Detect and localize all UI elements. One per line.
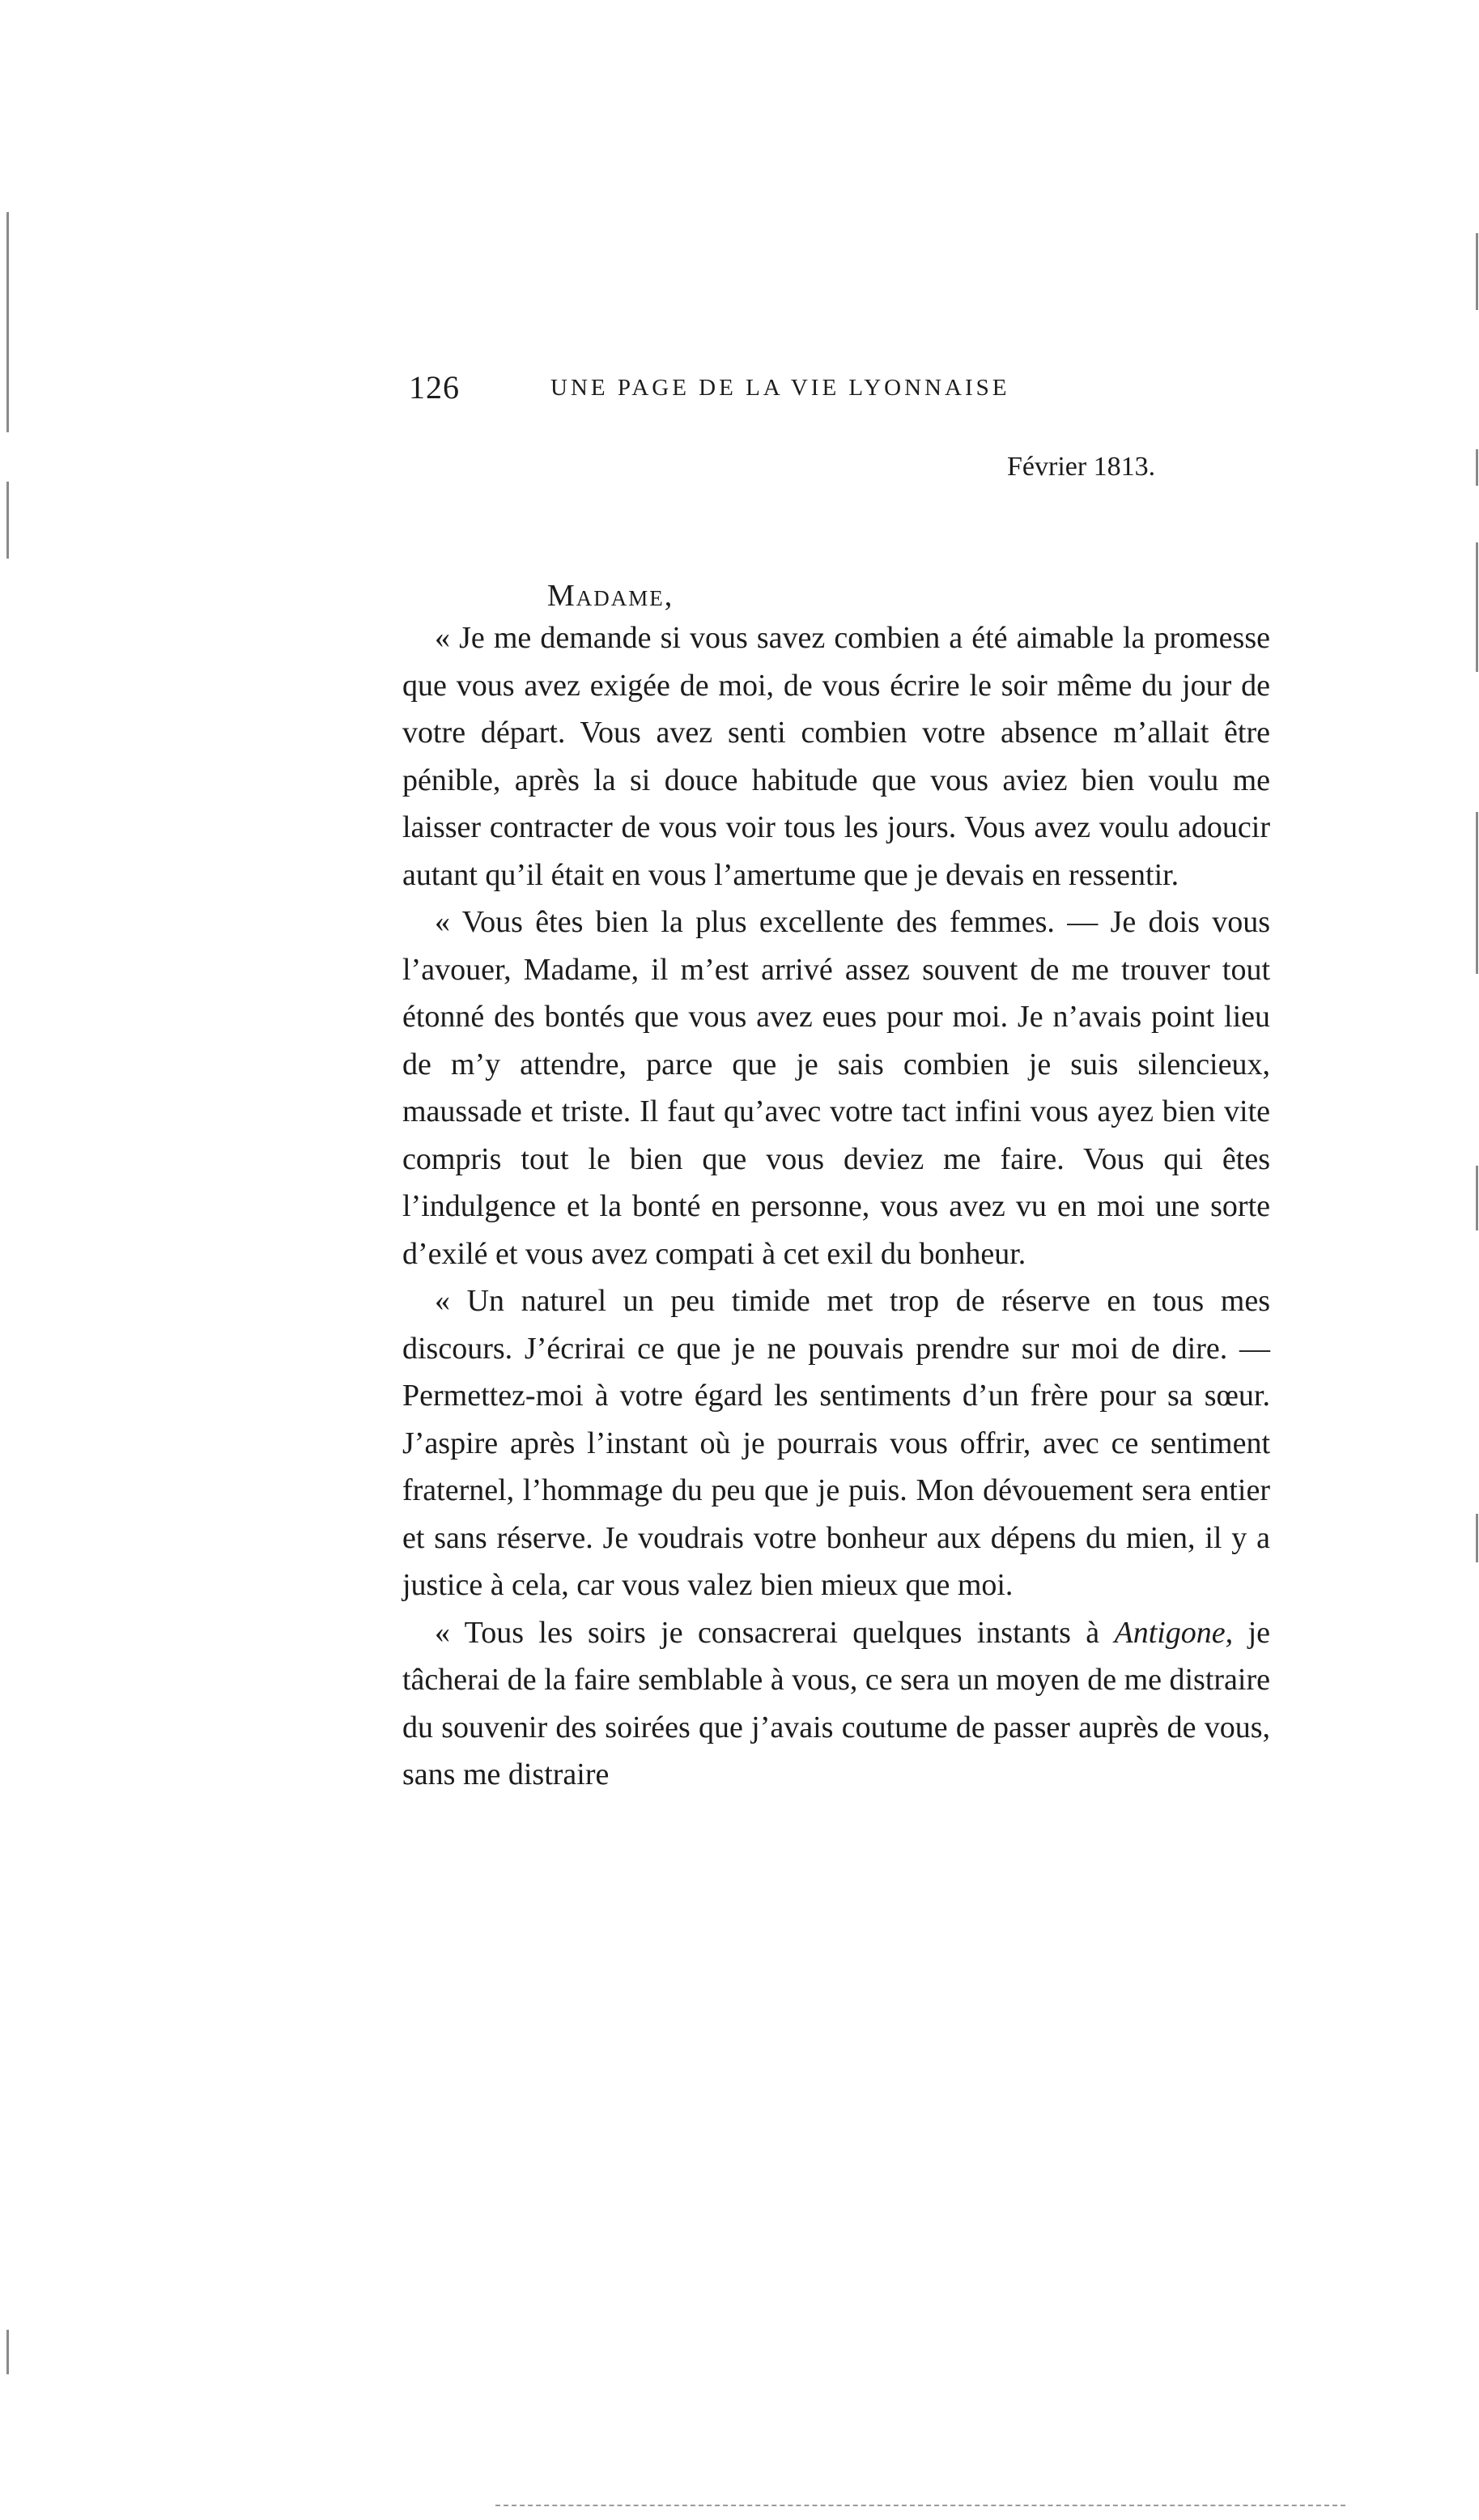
left-edge-mark bbox=[6, 2330, 9, 2374]
right-edge-mark bbox=[1476, 1166, 1478, 1230]
right-edge-mark bbox=[1476, 449, 1478, 486]
right-edge-mark bbox=[1476, 1514, 1478, 1562]
letter-body bbox=[402, 614, 1270, 1799]
paragraph-continuation: je tâcherai de la faire semblable à vous, ce sera un moyen de me distraire du souvenir des soirées que j’avais coutume de passer auprès de vous, sans me distraire bbox=[402, 1615, 1270, 1791]
paragraph-opening: « Tous les soirs je consacrerai quelques instants à bbox=[435, 1615, 1100, 1650]
bottom-dashed-rule bbox=[495, 2505, 1345, 2506]
left-edge-mark bbox=[6, 212, 9, 432]
paragraph: « Je me demande si vous savez combien a été aimable la promesse que vous avez exigée de moi, de vous écrire le soir même du jour de votre départ. Vous avez senti combien votre absence m’allait être pénible, après la si douce habitude que vous aviez bien voulu me laisser contracter de vous voir tous les jours. Vous avez voulu adoucir autant qu’il était en vous l’amertume que je devais en ressentir. bbox=[402, 621, 1270, 892]
right-edge-mark bbox=[1476, 812, 1478, 974]
paragraph: « Un naturel un peu timide met trop de réserve en tous mes discours. J’écrirai ce que je ne pouvais prendre sur moi de dire. — Permettez-moi à votre égard les sentiments d’un frère pour sa sœur. J’aspire après l’instant où je pourrais vous offrir, avec ce sentiment fraternel, l’hommage du peu que je puis. Mon dévouement sera entier et sans réserve. Je voudrais votre bonheur aux dépens du mien, il y a justice à cela, car vous valez bien mieux que moi. bbox=[402, 1284, 1270, 1602]
right-edge-mark bbox=[1476, 233, 1478, 310]
letter-salutation: Madame, bbox=[547, 579, 674, 613]
page-number: 126 bbox=[409, 369, 460, 406]
letter-date: Février 1813. bbox=[1007, 452, 1156, 482]
italic-title: Antigone, bbox=[1114, 1615, 1234, 1650]
left-edge-mark bbox=[6, 482, 9, 559]
right-edge-mark bbox=[1476, 542, 1478, 672]
running-head bbox=[409, 368, 1291, 417]
paragraph: « Vous êtes bien la plus excellente des femmes. — Je dois vous l’avouer, Madame, il m’est arrivé assez souvent de me trouver tout étonné des bontés que vous avez eues pour moi. Je n’avais point lieu de m’y attendre, parce que je sais combien je suis silencieux, maussade et triste. Il faut qu’avec votre tact infini vous ayez bien vite compris tout le bien que vous deviez me faire. Vous qui êtes l’indulgence et la bonté en personne, vous avez vu en moi une sorte d’exilé et vous avez compati à cet exil du bonheur. bbox=[402, 905, 1270, 1271]
running-title: UNE PAGE DE LA VIE LYONNAISE bbox=[550, 375, 1010, 401]
paragraph bbox=[402, 1609, 1270, 1799]
